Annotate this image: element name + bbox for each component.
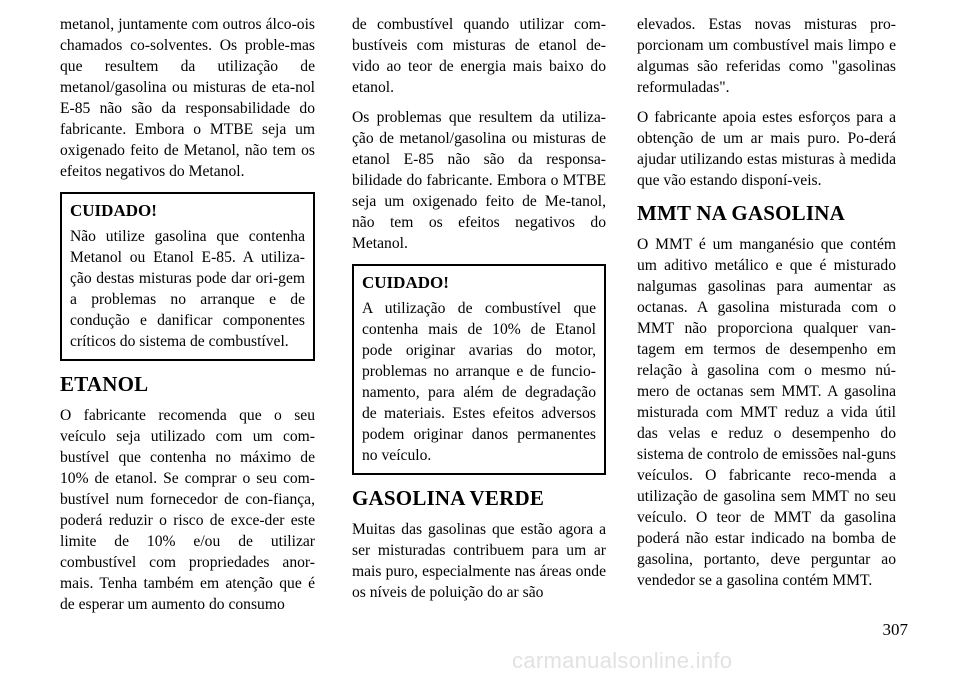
paragraph-gasolina-verde: Muitas das gasolinas que estão agora a ser misturadas contribuem para um ar mais puro, especialmente nas áreas onde os níveis de poluição do ar são xyxy=(352,521,606,601)
column-3 xyxy=(637,14,896,600)
caution-title: CUIDADO! xyxy=(362,273,449,292)
paragraph-methanol-continued: metanol, juntamente com outros álco-ois chamados co-solventes. Os proble-mas que resultem da utilização de metanol/gasolina ou misturas de eta-nol E-85 não são da responsabilidade do fabricante. Embora o MTBE seja um oxigenado feito de Metanol, não tem os efeitos negativos do Metanol. xyxy=(60,16,315,180)
caution-text: Não utilize gasolina que contenha Metanol ou Etanol E-85. A utiliza-ção destas misturas pode dar ori-gem a problemas no arranque e de condução e danificar componentes críticos do sistema de combustível. xyxy=(70,228,305,350)
paragraph-etanol: O fabricante recomenda que o seu veículo seja utilizado com um com-bustível que contenha no máximo de 10% de etanol. Se comprar o seu com-bustível num fornecedor de con-fiança, poderá reduzir o risco de exce-der este limite de 10% e/ou de utilizar combustível com propriedades anor-mais. Tenha também em atenção que é de esperar um aumento do consumo xyxy=(60,407,315,613)
paragraph-problems: Os problemas que resultem da utiliza-ção de metanol/gasolina ou misturas de etanol E-85 não são da responsa-bilidade do fabricante. Embora o MTBE seja um oxigenado feito de Me-tanol, não tem os efeitos negativos do Metanol. xyxy=(352,109,606,252)
paragraph-mmt: O MMT é um manganésio que contém um aditivo metálico e que é misturado nalgumas gasolinas para aumentar as octanas. A gasolina misturada com o MMT não proporciona qualquer van-tagem em termos de desempenho em relação à gasolina com o mesmo nú-mero de octanas sem MMT. A gasolina misturada com MMT reduz a vida útil das velas e reduz o desempenho do sistema de controlo de emissões nal-guns veículos. O fabricante reco-menda a utilização de gasolina sem MMT no seu veículo. O teor de MMT da gasolina poderá não estar indicado na bomba de gasolina, portanto, deve perguntar ao vendedor se a gasolina contém MMT. xyxy=(637,236,896,589)
caution-box-methanol xyxy=(60,192,315,361)
paragraph-consumption: de combustível quando utilizar com-bustíveis com misturas de etanol de-vido ao teor de energia mais baixo do etanol. xyxy=(352,16,606,96)
column-1 xyxy=(60,14,315,624)
paragraph-reformulated: elevados. Estas novas misturas pro-porcionam um combustível mais limpo e algumas são referidas como "gasolinas reformuladas". xyxy=(637,16,896,96)
column-2 xyxy=(352,14,606,612)
section-heading-gasolina-verde: GASOLINA VERDE xyxy=(352,486,545,510)
caution-title: CUIDADO! xyxy=(70,201,157,220)
page-number: 307 xyxy=(882,620,908,639)
paragraph-support: O fabricante apoia estes esforços para a obtenção de um ar mais puro. Po-derá ajudar utilizando estas misturas à medida que vão estando disponí-veis. xyxy=(637,109,896,189)
watermark-text: carmanualsonline.info xyxy=(512,648,733,673)
caution-box-etanol xyxy=(352,264,606,475)
section-heading-etanol: ETANOL xyxy=(60,372,149,396)
section-heading-mmt: MMT NA GASOLINA xyxy=(637,201,845,225)
caution-text: A utilização de combustível que contenha mais de 10% de Etanol pode originar avarias do motor, problemas no arranque e de funcio-namento, para além de degradação de materiais. Estes efeitos adversos podem originar danos permanentes no veículo. xyxy=(362,300,596,464)
